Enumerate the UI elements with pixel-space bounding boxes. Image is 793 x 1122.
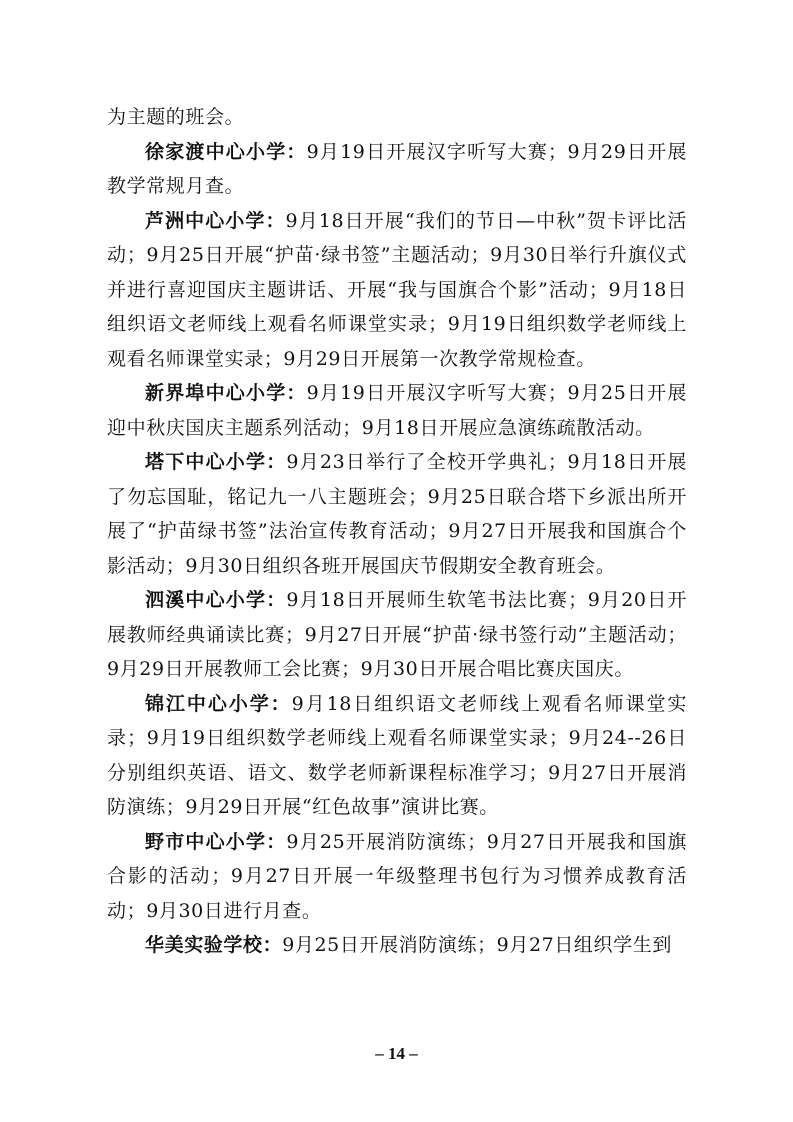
paragraph-taxia (107, 445, 687, 583)
paragraph-text: 9月18日开展师生软笔书法比赛；9月20日开展教师经典诵读比赛；9月27日开展“护苗·绿书签行动”主题活动；9月29日开展教师工会比赛；9月30日开展合唱比赛庆国庆。 (107, 589, 687, 680)
school-name: 泗溪中心小学： (145, 589, 287, 611)
school-name: 新界埠中心小学： (145, 382, 307, 404)
paragraph-xinjiebu (107, 376, 687, 445)
paragraph-text: 9月19日开展汉字听写大赛；9月29日开展教学常规月查。 (107, 140, 687, 197)
school-name: 塔下中心小学： (145, 451, 287, 473)
school-name: 锦江中心小学： (145, 692, 292, 715)
school-name: 徐家渡中心小学： (145, 140, 307, 163)
paragraph-huamei (107, 928, 687, 963)
paragraph-text: 9月23日举行了全校开学典礼；9月18日开展了勿忘国耻，铭记九一八主题班会；9月25日联合塔下乡派出所开展了“护苗绿书签”法治宣传教育活动；9月27日开展我和国旗合个影活动；9月30日组织各班开展国庆节假期安全教育班会。 (107, 451, 687, 577)
paragraph-text: 9月18日开展“我们的节日—中秋”贺卡评比活动；9月25日开展“护苗·绿书签”主题活动；9月30日举行升旗仪式并进行喜迎国庆主题讲话、开展“我与国旗合个影”活动；9月18日组织语文老师线上观看名师课堂实录；9月19日组织数学老师线上观看名师课堂实录；9月29日开展第一次教学常规检查。 (107, 209, 687, 370)
page-number: – 14 – (375, 1044, 418, 1063)
paragraph-text: 9月25开展消防演练；9月27日开展我和国旗合影的活动；9月27日开展一年级整理书包行为习惯养成教育活动；9月30日进行月查。 (107, 830, 687, 922)
paragraph-sixi (107, 583, 687, 687)
school-name: 华美实验学校： (145, 934, 283, 956)
paragraph-jinjiang (107, 687, 687, 825)
school-name: 野市中心小学： (145, 830, 287, 853)
paragraph-text: 9月25日开展消防演练；9月27日组织学生到 (282, 934, 672, 956)
document-body (107, 100, 687, 963)
paragraph-yeshi (107, 825, 687, 929)
paragraph-luzhou (107, 204, 687, 377)
school-name: 芦洲中心小学： (145, 209, 286, 232)
paragraph-text: 9月18日组织语文老师线上观看名师课堂实录；9月19日组织数学老师线上观看名师课堂实录；9月24--26日分别组织英语、语文、数学老师新课程标准学习；9月27日开展消防演练；9月29日开展“红色故事”演讲比赛。 (107, 692, 687, 818)
continuation-paragraph: 为主题的班会。 (107, 106, 245, 128)
paragraph-text: 9月19日开展汉字听写大赛；9月25日开展迎中秋庆国庆主题系列活动；9月18日开展应急演练疏散活动。 (107, 382, 687, 439)
paragraph-xujiadu (107, 135, 687, 204)
